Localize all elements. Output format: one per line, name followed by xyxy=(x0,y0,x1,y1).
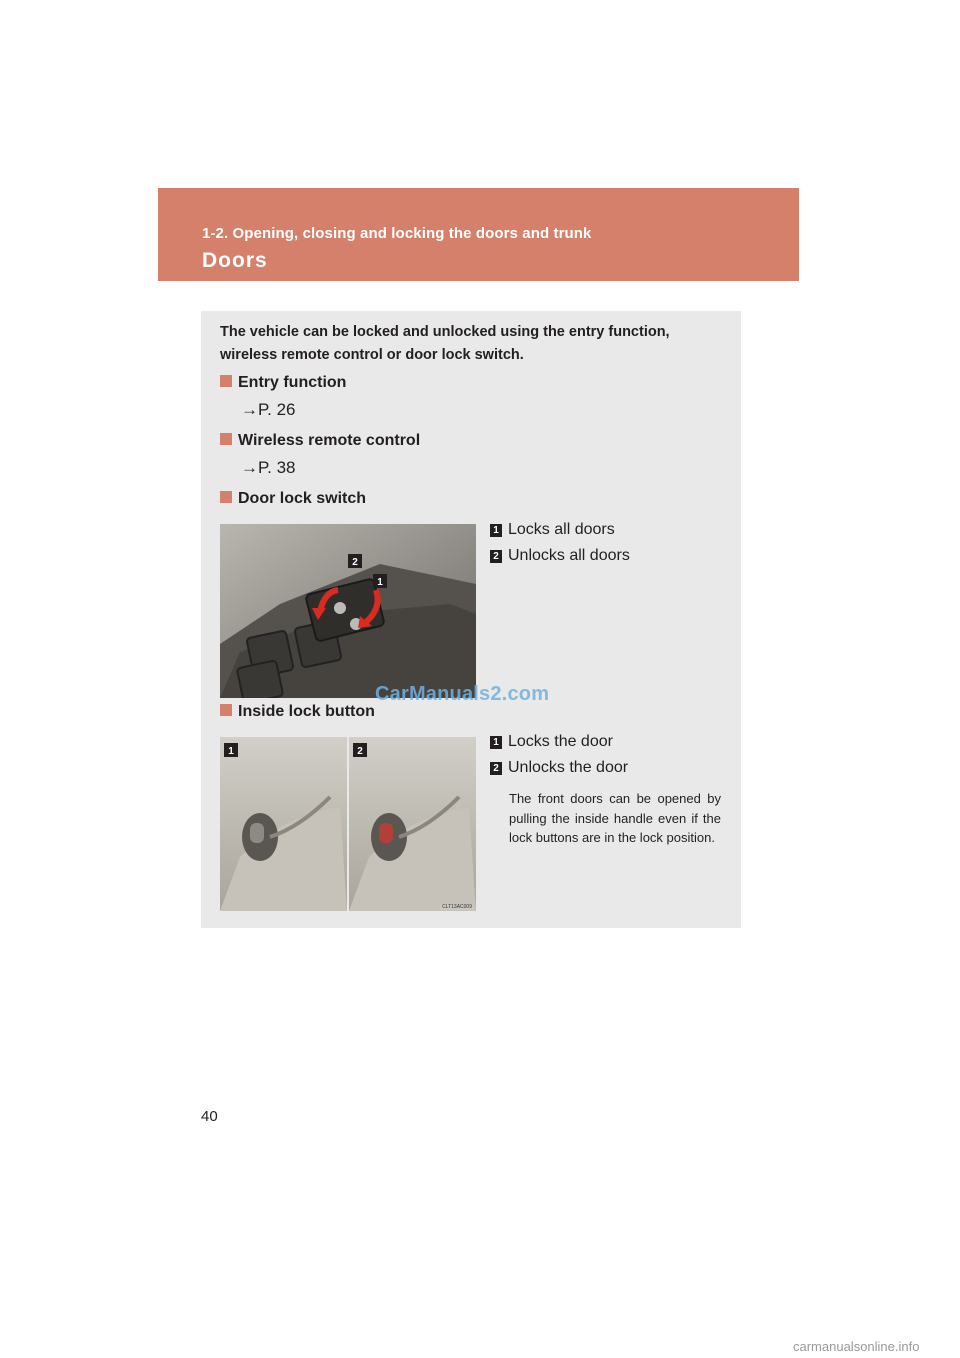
page-number: 40 xyxy=(201,1108,218,1125)
page-title: Doors xyxy=(202,249,268,272)
number-badge: 2 xyxy=(490,762,502,775)
page-reference-remote[interactable]: →P. 38 xyxy=(241,458,296,477)
heading-door-lock-switch xyxy=(220,490,366,508)
page-reference-entry[interactable]: →P. 26 xyxy=(241,400,296,419)
note-text: The front doors can be opened by pulling the inside handle even if the lock buttons are in the lock position. xyxy=(509,791,721,845)
callout-1: 1 xyxy=(377,577,383,588)
list-item xyxy=(490,733,613,751)
square-bullet-icon xyxy=(220,704,232,716)
section-label: 1-2. Opening, closing and locking the doors and trunk xyxy=(202,225,592,242)
list-item-text: Unlocks the door xyxy=(508,759,629,776)
heading-label: Inside lock button xyxy=(238,703,375,720)
content-box xyxy=(201,311,741,928)
callout-2: 2 xyxy=(357,746,363,757)
list-item xyxy=(490,521,615,539)
number-badge: 1 xyxy=(490,736,502,749)
heading-label: Entry function xyxy=(238,374,347,391)
intro-text: The vehicle can be locked and unlocked using the entry function, wireless remote control or door lock switch. xyxy=(220,324,670,363)
heading-entry-function xyxy=(220,374,346,392)
heading-wireless-remote xyxy=(220,432,420,450)
callout-2: 2 xyxy=(352,557,358,568)
list-item xyxy=(490,759,628,777)
inside-lock-illustration xyxy=(220,737,476,911)
list-item-text: Locks the door xyxy=(508,733,613,750)
list-item-text: Unlocks all doors xyxy=(508,547,630,564)
heading-inside-lock-button xyxy=(220,703,375,721)
header-band xyxy=(158,188,799,281)
footer-watermark: carmanualsonline.info xyxy=(793,1339,920,1354)
heading-label: Wireless remote control xyxy=(238,432,421,449)
square-bullet-icon xyxy=(220,491,232,503)
inside-lock-photo xyxy=(220,737,476,911)
list-item-text: Locks all doors xyxy=(508,521,615,538)
square-bullet-icon xyxy=(220,433,232,445)
square-bullet-icon xyxy=(220,375,232,387)
watermark: CarManuals2.com xyxy=(375,683,550,705)
callout-1: 1 xyxy=(228,746,234,757)
list-item xyxy=(490,547,630,565)
heading-label: Door lock switch xyxy=(238,490,367,507)
door-lock-switch-photo xyxy=(220,524,476,698)
image-code: CLT13AC009 xyxy=(442,904,472,910)
number-badge: 2 xyxy=(490,550,502,563)
door-switch-illustration xyxy=(220,524,476,698)
number-badge: 1 xyxy=(490,524,502,537)
